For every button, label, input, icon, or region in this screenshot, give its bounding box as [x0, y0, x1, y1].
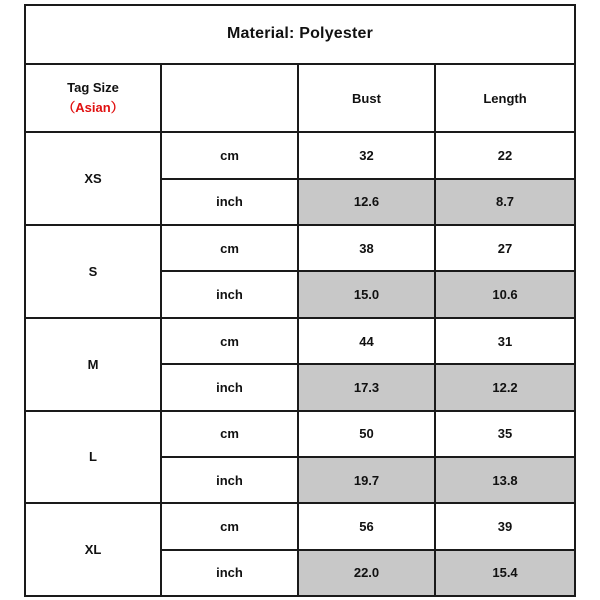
unit-label: inch [161, 550, 298, 596]
length-value: 35 [435, 411, 575, 457]
length-value: 10.6 [435, 271, 575, 317]
title-row [25, 5, 575, 64]
unit-label: cm [161, 225, 298, 271]
bust-value: 56 [298, 503, 435, 549]
bust-value: 50 [298, 411, 435, 457]
bust-value: 12.6 [298, 179, 435, 225]
bust-header: Bust [298, 64, 435, 132]
length-value: 39 [435, 503, 575, 549]
size-chart [24, 4, 574, 597]
unit-label: cm [161, 503, 298, 549]
table-row [25, 411, 575, 457]
table-row [25, 503, 575, 549]
table-row [25, 132, 575, 178]
size-label: S [25, 225, 161, 318]
length-value: 13.8 [435, 457, 575, 503]
size-label: L [25, 411, 161, 504]
length-value: 27 [435, 225, 575, 271]
bust-value: 19.7 [298, 457, 435, 503]
unit-label: cm [161, 318, 298, 364]
bust-value: 38 [298, 225, 435, 271]
unit-label: inch [161, 364, 298, 410]
tag-size-label: Tag Size [67, 80, 119, 96]
unit-label: cm [161, 132, 298, 178]
unit-label: inch [161, 271, 298, 317]
size-label: XS [25, 132, 161, 225]
length-header: Length [435, 64, 575, 132]
size-label: XL [25, 503, 161, 596]
bust-value: 22.0 [298, 550, 435, 596]
length-value: 31 [435, 318, 575, 364]
bust-value: 32 [298, 132, 435, 178]
length-value: 22 [435, 132, 575, 178]
tag-size-sub-label: （Asian） [62, 100, 124, 116]
unit-label: inch [161, 457, 298, 503]
bust-value: 17.3 [298, 364, 435, 410]
header-row [25, 64, 575, 132]
material-title: Material: Polyester [25, 5, 575, 64]
bust-value: 15.0 [298, 271, 435, 317]
tag-size-header [25, 64, 161, 132]
size-label: M [25, 318, 161, 411]
unit-label: inch [161, 179, 298, 225]
table-row [25, 318, 575, 364]
length-value: 15.4 [435, 550, 575, 596]
bust-value: 44 [298, 318, 435, 364]
table-row [25, 225, 575, 271]
unit-header [161, 64, 298, 132]
unit-label: cm [161, 411, 298, 457]
length-value: 8.7 [435, 179, 575, 225]
size-table [24, 4, 576, 597]
length-value: 12.2 [435, 364, 575, 410]
